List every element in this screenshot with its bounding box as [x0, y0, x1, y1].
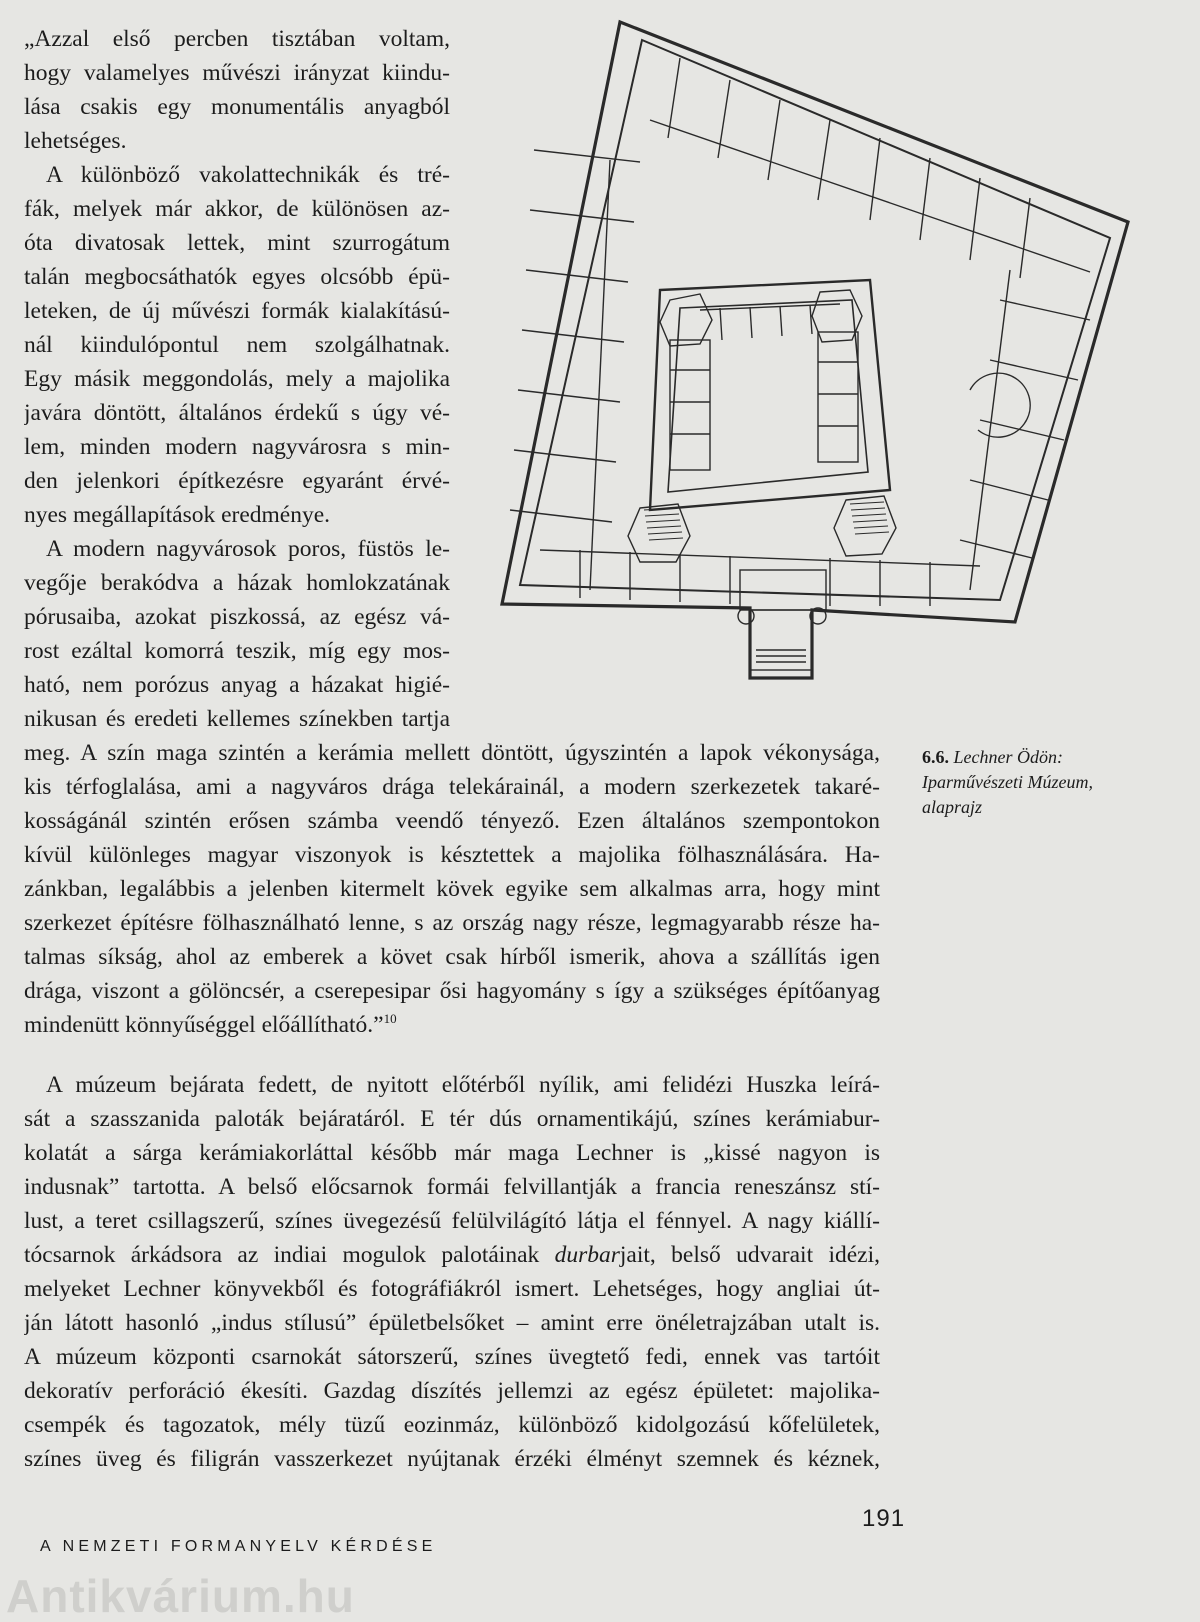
quote-end-text: mindenütt könnyűséggel előállítható.”	[24, 1012, 384, 1038]
text-run: tócsarnok árkádsora az indiai mogulok palotáinak	[24, 1242, 555, 1268]
figure-caption	[922, 745, 1172, 820]
paragraph-line: A múzeum központi csarnokát sátorszerű, színes üvegtető fedi, ennek vas tartóit	[24, 1344, 880, 1370]
quote-line: lem, minden modern nagyvárosra s min-	[24, 434, 450, 460]
quote-line: talmas síkság, ahol az emberek a követ csak hírből ismerik, ahova a szállítás igen	[24, 944, 880, 970]
west-wing-rooms	[510, 150, 640, 590]
caption-line	[922, 745, 1172, 770]
quote-line: zánkban, legalábbis a jelenben kitermelt kövek egyike sem alkalmas arra, hogy mint	[24, 876, 880, 902]
footnote-ref: 10	[383, 1011, 397, 1026]
quote-line: pórusaiba, azokat piszkossá, az egész vá-	[24, 604, 450, 630]
paragraph-line: A múzeum bejárata fedett, de nyitott előtérből nyílik, ami felidézi Huszka leírá-	[46, 1072, 880, 1098]
paragraph-line: színes üveg és filigrán vasszerkezet nyújtanak érzéki élményt szemnek és kéznek,	[24, 1446, 880, 1472]
paragraph-line: indusnak” tartotta. A belső előcsarnok formái felvillantják a francia reneszánsz stí-	[24, 1174, 880, 1200]
quote-last-line	[24, 1008, 880, 1042]
floor-plan-illustration	[500, 10, 1150, 696]
italic-term: durbar	[554, 1242, 620, 1268]
quote-line: javára döntött, általános érdekű s úgy vé-	[24, 400, 450, 426]
quote-line: vegője berakódva a házak homlokzatának	[24, 570, 450, 596]
quote-line: „Azzal első percben tisztában voltam,	[24, 26, 450, 52]
quote-line: drága, viszont a gölöncsér, a cserepesipar ősi hagyomány s így a szükséges építőanyag	[24, 978, 880, 1004]
text-run: jait, belső udvarait idézi,	[619, 1242, 880, 1268]
quote-line: nál kiindulópontul nem szolgálhatnak.	[24, 332, 450, 358]
north-wing-rooms	[650, 58, 1090, 278]
quote-line: nyes megállapítások eredménye.	[24, 502, 331, 528]
quote-line: talán megbocsáthatók egyes olcsóbb épü-	[24, 264, 450, 290]
quote-line: rost ezáltal komorrá teszik, míg egy mos-	[24, 638, 450, 664]
quote-line: hogy valamelyes művészi irányzat kiindu-	[24, 60, 450, 86]
watermark: Antikvárium.hu	[6, 1570, 355, 1622]
quote-line: A modern nagyvárosok poros, füstös le-	[46, 536, 450, 562]
paragraph-line: dekoratív perforáció ékesíti. Gazdag díszítés jellemzi az egész épületet: majolika-	[24, 1378, 880, 1404]
quote-line: meg. A szín maga szintén a kerámia mellett döntött, úgyszintén a lapok vékonysága,	[24, 740, 880, 766]
figure-number: 6.6.	[922, 747, 949, 767]
caption-author: Lechner Ödön:	[953, 747, 1063, 767]
paragraph-line: sát a szasszanida paloták bejáratáról. E tér dús ornamentikájú, színes kerámiabur-	[24, 1106, 880, 1132]
quote-line: den jelenkori építkezésre egyaránt érvé-	[24, 468, 450, 494]
caption-subject: alaprajz	[922, 797, 983, 817]
east-rotunda	[970, 373, 1030, 437]
quote-line: kis térfoglalása, ami a nagyváros drága telekárainál, a modern szerkezetek takaré-	[24, 774, 880, 800]
quote-line: fák, melyek már akkor, de különösen az-	[24, 196, 450, 222]
paragraph-line: csempék és tagozatok, mély tüzű eozinmáz, különböző kidolgozású kőfelületek,	[24, 1412, 880, 1438]
paragraph-line: melyeket Lechner könyvekből és fotográfiákról ismert. Lehetséges, hogy angliai út-	[24, 1276, 880, 1302]
caption-title: Iparművészeti Múzeum,	[922, 772, 1093, 792]
paragraph-line: ján látott hasonló „indus stílusú” épületbelsőket – amint erre önéletrajzában utalt is.	[24, 1310, 880, 1336]
quote-line: A különböző vakolattechnikák és tré-	[46, 162, 450, 188]
quote-line: lása csakis egy monumentális anyagból	[24, 94, 450, 120]
page-number: 191	[862, 1505, 906, 1532]
quote-line: kosságánál szintén erősen számba veendő tényező. Ezen általános szempontokon	[24, 808, 880, 834]
quote-line: Egy másik meggondolás, mely a majolika	[24, 366, 450, 392]
courtyard-arcade-bays	[670, 304, 858, 470]
running-title: A NEMZETI FORMANYELV KÉRDÉSE	[40, 1538, 437, 1555]
paragraph-line	[24, 1238, 880, 1272]
quote-line: óta divatosak lettek, mint szurrogátum	[24, 230, 450, 256]
quote-line: lehetséges.	[24, 128, 127, 154]
quote-line: leteken, de új művészi formák kialakítású-	[24, 298, 450, 324]
quote-line: nikusan és eredeti kellemes színekben tartja	[24, 706, 450, 732]
paragraph-line: lust, a teret csillagszerű, színes üvegezésű felülvilágító látja el fénnyel. A nagy kiállí-	[24, 1208, 880, 1234]
quote-line: ható, nem porózus anyag a házakat higié-	[24, 672, 450, 698]
paragraph-line: kolatát a sárga kerámiakorláttal később már maga Lechner is „kissé nagyon is	[24, 1140, 880, 1166]
quote-line: szerkezet építésre fölhasználható lenne, s az ország nagy része, legmagyarabb része ha-	[24, 910, 880, 936]
quote-line: kívül különleges magyar viszonyok is késztettek a majolika fölhasználására. Ha-	[24, 842, 880, 868]
